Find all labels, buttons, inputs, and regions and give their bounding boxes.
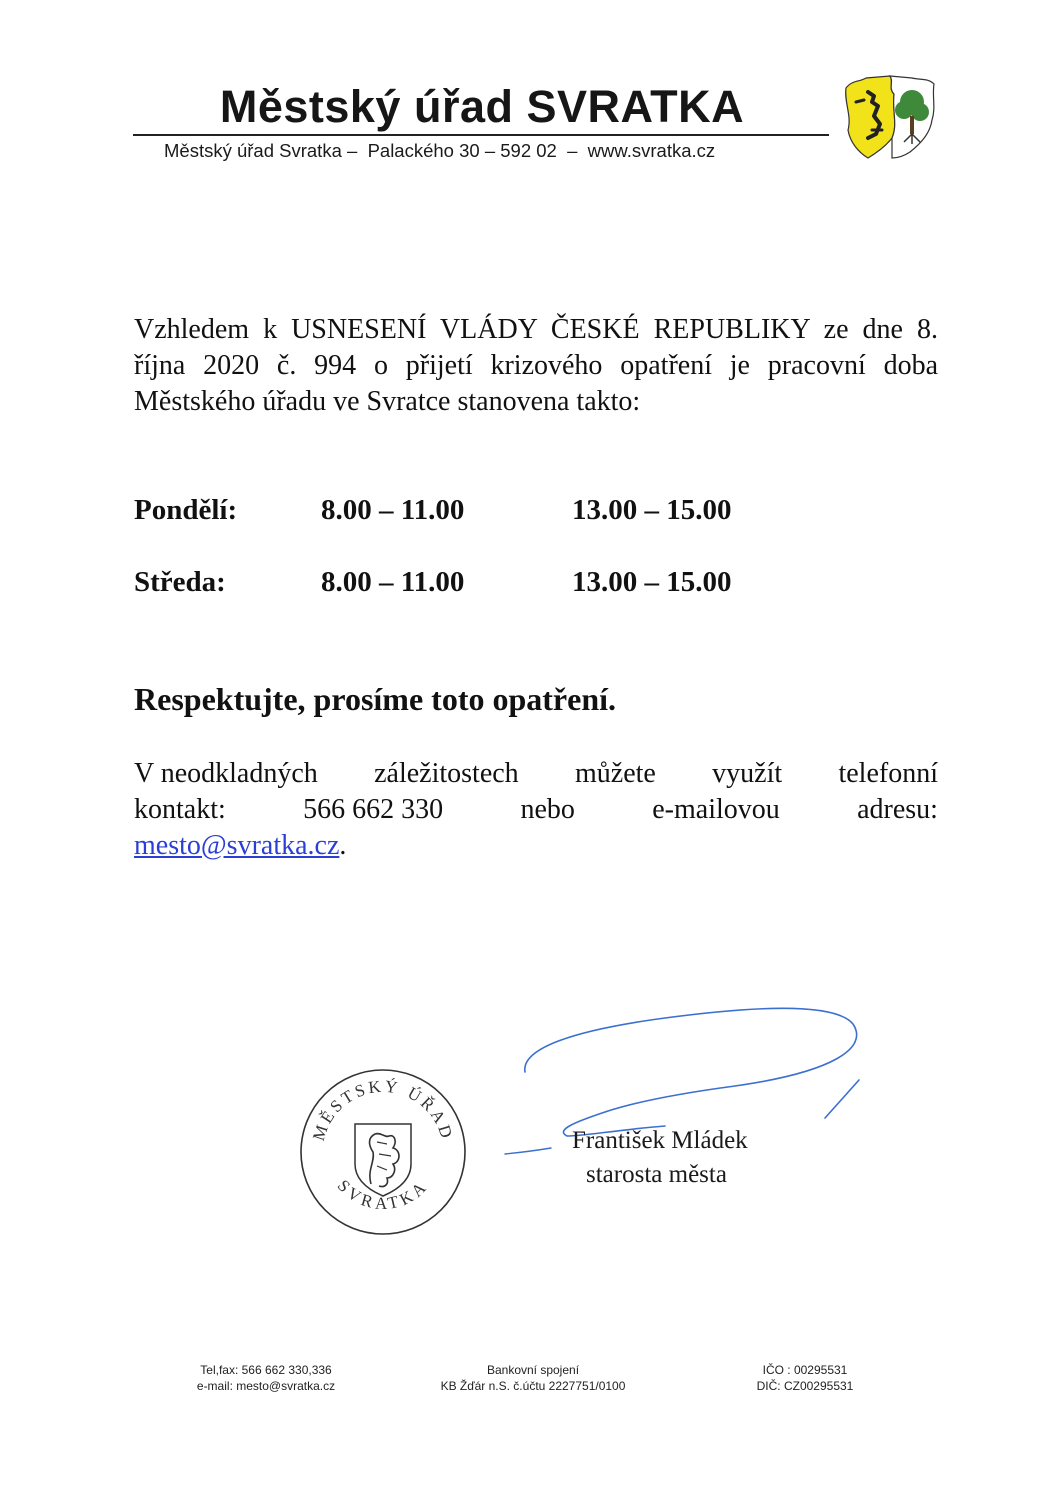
footer-email: e-mail: mesto@svratka.cz [196,1379,336,1393]
letterhead-divider [133,134,829,136]
signer-block [572,1124,748,1192]
email-link[interactable]: mesto@svratka.cz [134,830,340,861]
contact-word: V neodkladných [134,758,318,789]
contact-line-3 [134,828,346,864]
svratka-coat-of-arms-logo [838,72,938,162]
respect-notice: Respektujte, prosíme toto opatření. [134,681,617,717]
contact-word: telefonní [838,758,938,789]
footer-ids [740,1362,870,1394]
svg-text:SVRATKA [334,1176,433,1213]
footer-dic: DIČ: CZ00295531 [756,1379,854,1393]
footer-bank-heading: Bankovní spojení [486,1363,580,1377]
svg-text:MĚSTSKÝ ÚŘAD [309,1077,457,1143]
hours-afternoon: 13.00 – 15.00 [572,566,732,598]
contact-line-1 [134,756,938,792]
footer-bank-account: KB Žďár n.S. č.účtu 2227751/0100 [440,1379,626,1393]
hours-day-label: Středa: [134,566,226,598]
intro-paragraph: Vzhledem k USNESENÍ VLÁDY ČESKÉ REPUBLIKY ze dne 8. října 2020 č. 994 o přijetí krizového opatření je pracovní doba Městského úřadu ve Svratce stanovena takto: [134,314,938,417]
contact-word: nebo [520,794,575,825]
hours-day-label: Pondělí: [134,494,238,526]
contact-line-2 [134,792,938,828]
official-stamp [297,1066,469,1238]
stamp-top-text: MĚSTSKÝ ÚŘAD [308,1076,457,1143]
footer-ico: IČO : 00295531 [762,1363,848,1377]
contact-word: záležitostech [374,758,519,789]
footer-bank [408,1362,658,1394]
contact-word: kontakt: [134,794,226,825]
stamp-bottom-text: SVRATKA [333,1175,433,1214]
footer-phone: Tel,fax: 566 662 330,336 [200,1363,332,1377]
contact-word: můžete [575,758,656,789]
hours-afternoon: 13.00 – 15.00 [572,494,732,526]
signer-role: starosta města [586,1161,727,1188]
contact-word: adresu: [857,794,938,825]
hours-row-monday [134,494,834,534]
footer-contact [176,1362,356,1394]
hours-morning: 8.00 – 11.00 [321,566,465,598]
contact-word: e-mailovou [652,794,780,825]
signer-name: František Mládek [572,1127,748,1154]
phone-number: 566 662 330 [303,794,444,825]
hours-morning: 8.00 – 11.00 [321,494,465,526]
contact-word: využít [712,758,783,789]
letterhead-title: Městský úřad SVRATKA [219,81,745,132]
letterhead-address: Městský úřad Svratka – Palackého 30 – 592 02 – www.svratka.cz [164,140,716,161]
hours-row-wednesday [134,566,834,606]
email-suffix: . [339,830,347,861]
